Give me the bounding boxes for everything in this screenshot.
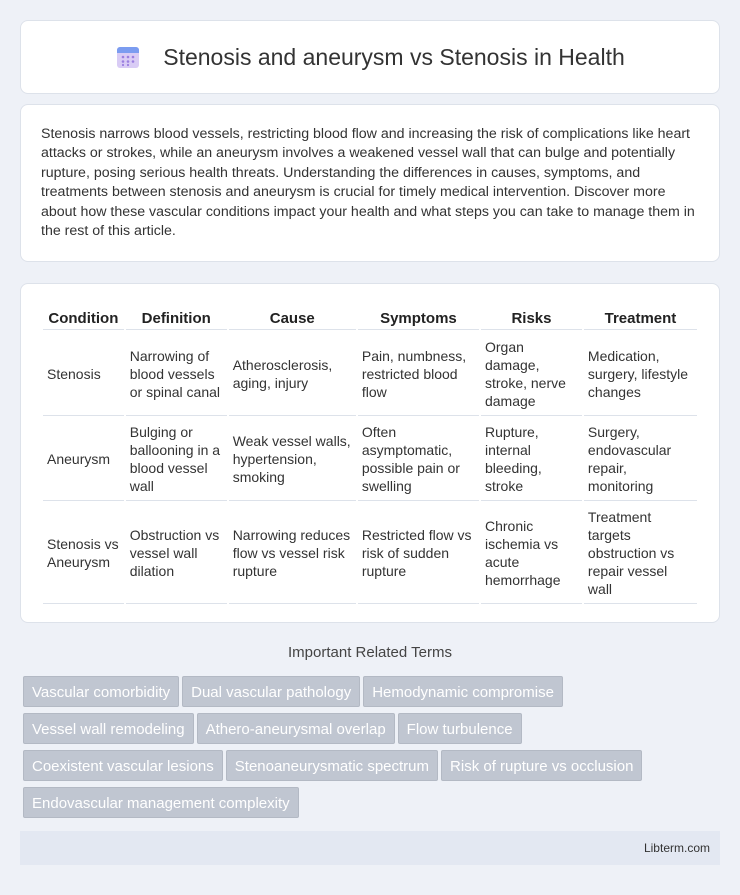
related-terms-list <box>23 676 723 824</box>
table-cell: Pain, numbness, restricted blood flow <box>358 332 479 416</box>
related-terms-title: Important Related Terms <box>288 644 452 661</box>
comparison-table-card <box>20 283 720 623</box>
related-term-tag[interactable]: Hemodynamic compromise <box>363 676 563 707</box>
table-cell: Narrowing of blood vessels or spinal canal <box>126 332 227 416</box>
table-cell: Surgery, endovascular repair, monitoring <box>584 418 697 501</box>
calendar-icon <box>115 44 141 70</box>
related-term-tag[interactable]: Athero-aneurysmal overlap <box>197 713 395 744</box>
table-cell: Rupture, internal bleeding, stroke <box>481 418 582 501</box>
column-header: Definition <box>126 306 227 330</box>
intro-text: Stenosis narrows blood vessels, restricting blood flow and increasing the risk of complications like heart attacks or strokes, while an aneurysm involves a weakened vessel wall that can bulge and potentially rupture, posing serious health threats. Understanding the differences in causes, symptoms, and treatments between stenosis and aneurysm is crucial for timely medical intervention. Discover more about how these vascular conditions impact your health and what steps you can take to manage them in the rest of this article. <box>41 126 695 240</box>
related-term-tag[interactable]: Risk of rupture vs occlusion <box>441 750 642 781</box>
intro-card <box>20 104 720 262</box>
related-term-tag[interactable]: Dual vascular pathology <box>182 676 360 707</box>
footer <box>20 831 720 865</box>
table-cell: Obstruction vs vessel wall dilation <box>126 503 227 604</box>
table-cell: Medication, surgery, lifestyle changes <box>584 332 697 416</box>
table-cell: Narrowing reduces flow vs vessel risk rupture <box>229 503 356 604</box>
column-header: Cause <box>229 306 356 330</box>
related-term-tag[interactable]: Vascular comorbidity <box>23 676 179 707</box>
comparison-table <box>41 304 699 606</box>
table-cell: Stenosis <box>43 332 124 416</box>
related-term-tag[interactable]: Stenoaneurysmatic spectrum <box>226 750 438 781</box>
related-term-tag[interactable]: Flow turbulence <box>398 713 522 744</box>
related-term-tag[interactable]: Coexistent vascular lesions <box>23 750 223 781</box>
table-row <box>43 418 697 501</box>
page-title: Stenosis and aneurysm vs Stenosis in Health <box>163 43 625 70</box>
column-header: Symptoms <box>358 306 479 330</box>
table-cell: Atherosclerosis, aging, injury <box>229 332 356 416</box>
table-row <box>43 503 697 604</box>
footer-site-link[interactable]: Libterm.com <box>643 841 710 855</box>
table-row <box>43 332 697 416</box>
table-cell: Restricted flow vs risk of sudden rupture <box>358 503 479 604</box>
column-header: Treatment <box>584 306 697 330</box>
table-header-row <box>43 306 697 330</box>
table-cell: Organ damage, stroke, nerve damage <box>481 332 582 416</box>
table-cell: Aneurysm <box>43 418 124 501</box>
table-cell: Bulging or ballooning in a blood vessel wall <box>126 418 227 501</box>
related-term-tag[interactable]: Vessel wall remodeling <box>23 713 194 744</box>
table-cell: Often asymptomatic, possible pain or swelling <box>358 418 479 501</box>
table-cell: Chronic ischemia vs acute hemorrhage <box>481 503 582 604</box>
table-cell: Treatment targets obstruction vs repair vessel wall <box>584 503 697 604</box>
column-header: Risks <box>481 306 582 330</box>
table-cell: Stenosis vs Aneurysm <box>43 503 124 604</box>
column-header: Condition <box>43 306 124 330</box>
header-card <box>20 20 720 94</box>
table-cell: Weak vessel walls, hypertension, smoking <box>229 418 356 501</box>
related-term-tag[interactable]: Endovascular management complexity <box>23 787 299 818</box>
